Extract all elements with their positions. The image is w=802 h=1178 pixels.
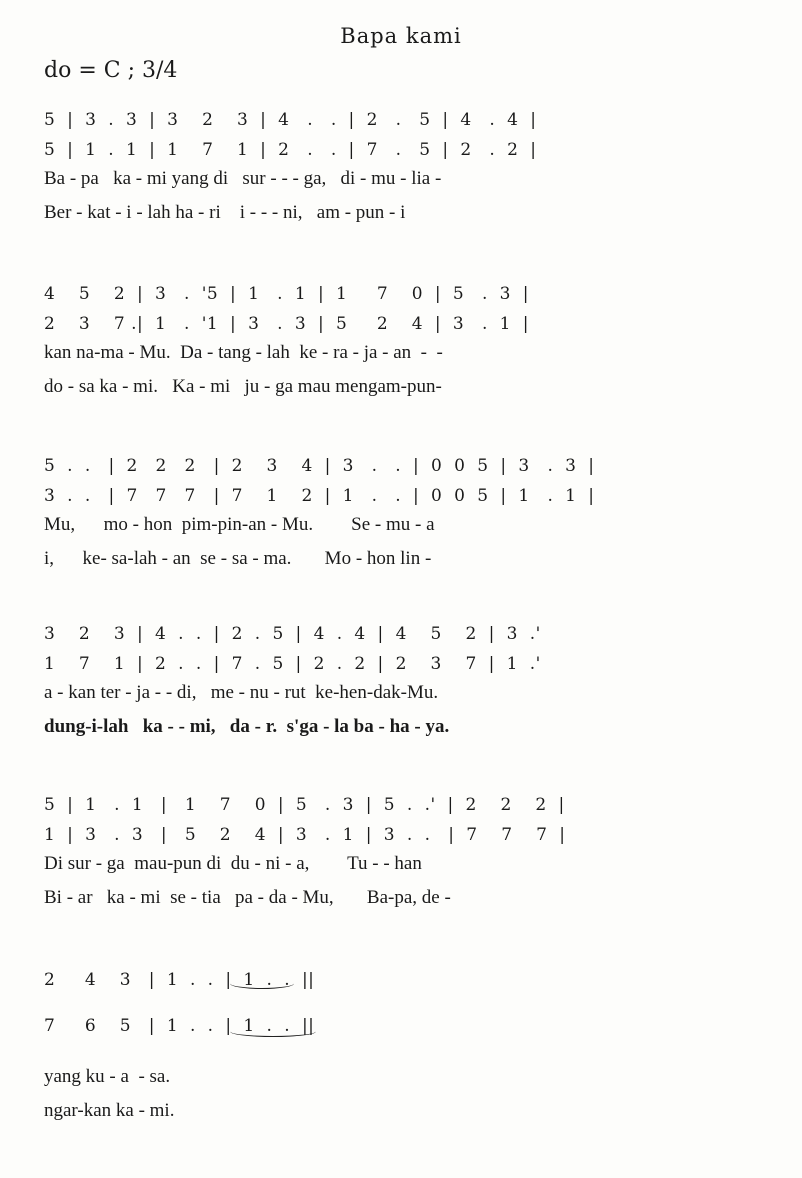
lyric-verse-1: yang ku - a - sa. — [44, 1066, 171, 1087]
lyric-verse-2: do - sa ka - mi. Ka - mi ju - ga mau mengam-pun- — [44, 376, 442, 397]
song-title: Bapa kami — [340, 24, 462, 48]
key-signature: do = C ; 3/4 — [44, 58, 178, 83]
slur-mark — [230, 978, 294, 989]
lyric-verse-1: Mu, mo - hon pim-pin-an - Mu. Se - mu - a — [44, 514, 435, 535]
melody-upper-line: 2 4 3 | 1 . . | 1 . . || — [44, 970, 315, 990]
melody-upper-line: 4 5 2 | 3 . '5 | 1 . 1 | 1 7 0 | 5 . 3 | — [44, 284, 530, 304]
lyric-verse-2: i, ke- sa-lah - an se - sa - ma. Mo - hon lin - — [44, 548, 432, 569]
lyric-verse-1: kan na-ma - Mu. Da - tang - lah ke - ra - ja - an - - — [44, 342, 443, 363]
melody-lower-line: 1 7 1 | 2 . . | 7 . 5 | 2 . 2 | 2 3 7 | 1 .' — [44, 654, 541, 674]
lyric-verse-2: dung-i-lah ka - - mi, da - r. s'ga - la ba - ha - ya. — [44, 716, 450, 737]
melody-lower-line: 5 | 1 . 1 | 1 7 1 | 2 . . | 7 . 5 | 2 . 2 | — [44, 140, 537, 160]
melody-upper-line: 5 | 3 . 3 | 3 2 3 | 4 . . | 2 . 5 | 4 . 4 | — [44, 110, 537, 130]
lyric-verse-1: Di sur - ga mau-pun di du - ni - a, Tu - - han — [44, 853, 422, 874]
melody-lower-line: 7 6 5 | 1 . . | 1 . . || — [44, 1016, 315, 1036]
melody-upper-line: 3 2 3 | 4 . . | 2 . 5 | 4 . 4 | 4 5 2 | 3 .' — [44, 624, 541, 644]
melody-lower-line: 3 . . | 7 7 7 | 7 1 2 | 1 . . | 0 0 5 | 1 . 1 | — [44, 486, 595, 506]
slur-mark — [230, 1026, 316, 1037]
melody-lower-line: 1 | 3 . 3 | 5 2 4 | 3 . 1 | 3 . . | 7 7 7 | — [44, 825, 566, 845]
melody-upper-line: 5 | 1 . 1 | 1 7 0 | 5 . 3 | 5 . .' | 2 2 2 | — [44, 795, 565, 815]
lyric-verse-2: Bi - ar ka - mi se - tia pa - da - Mu, Ba-pa, de - — [44, 887, 451, 908]
lyric-verse-1: a - kan ter - ja - - di, me - nu - rut ke-hen-dak-Mu. — [44, 682, 439, 703]
lyric-verse-1: Ba - pa ka - mi yang di sur - - - ga, di - mu - lia - — [44, 168, 442, 189]
melody-lower-line: 2 3 7 .| 1 . '1 | 3 . 3 | 5 2 4 | 3 . 1 | — [44, 314, 530, 334]
melody-upper-line: 5 . . | 2 2 2 | 2 3 4 | 3 . . | 0 0 5 | 3 . 3 | — [44, 456, 595, 476]
lyric-verse-2: ngar-kan ka - mi. — [44, 1100, 175, 1121]
lyric-verse-2: Ber - kat - i - lah ha - ri i - - - ni, am - pun - i — [44, 202, 406, 223]
